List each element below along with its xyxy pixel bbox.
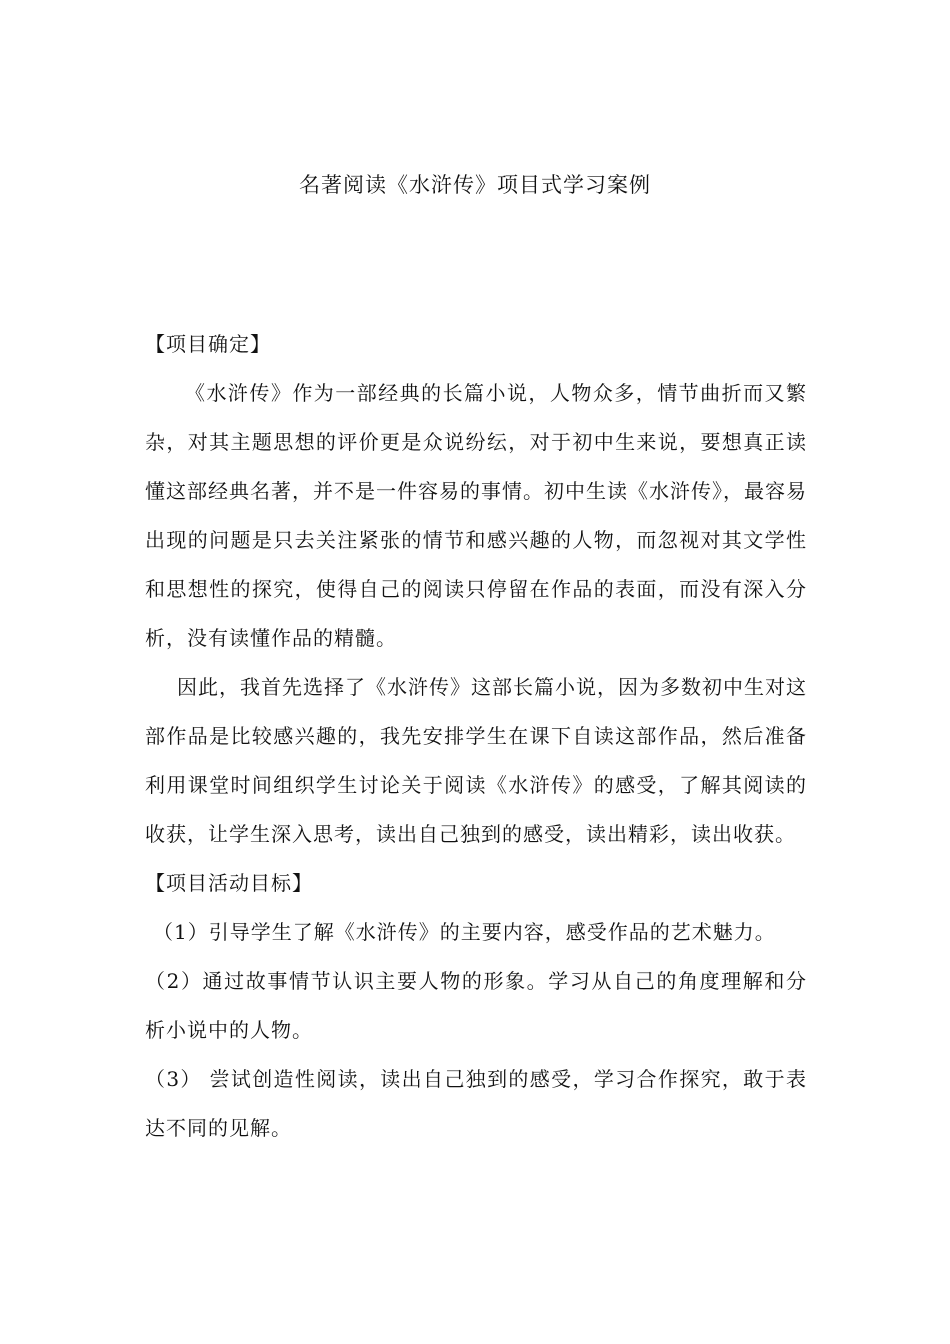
goal-item-1: （1）引导学生了解《水浒传》的主要内容，感受作品的艺术魅力。 [153,920,776,944]
goal-item-3: （3） 尝试创造性阅读，读出自己独到的感受，学习合作探究，敢于表达不同的见解。 [145,1067,807,1140]
document-title: 名著阅读《水浒传》项目式学习案例 [299,173,651,197]
section-heading-activity-goals: 【项目活动目标】 [145,871,313,895]
section-heading-project-definition: 【项目确定】 [145,332,271,356]
document-body [145,320,807,1153]
paragraph-project-background: 《水浒传》作为一部经典的长篇小说，人物众多，情节曲折而又繁杂，对其主题思想的评价更是众说纷纭，对于初中生来说，要想真正读懂这部经典名著，并不是一件容易的事情。初中生读《水浒传》，最容易出现的问题是只去关注紧张的情节和感兴趣的人物，而忽视对其文学性和思想性的探究，使得自己的阅读只停留在作品的表面，而没有深入分析，没有读懂作品的精髓。 [145,381,807,650]
goal-item-2: （2）通过故事情节认识主要人物的形象。学习从自己的角度理解和分析小说中的人物。 [145,969,807,1042]
paragraph-project-rationale: 因此，我首先选择了《水浒传》这部长篇小说，因为多数初中生对这部作品是比较感兴趣的，我先安排学生在课下自读这部作品，然后准备利用课堂时间组织学生讨论关于阅读《水浒传》的感受，了解其阅读的收获，让学生深入思考，读出自己独到的感受，读出精彩，读出收获。 [145,675,807,846]
